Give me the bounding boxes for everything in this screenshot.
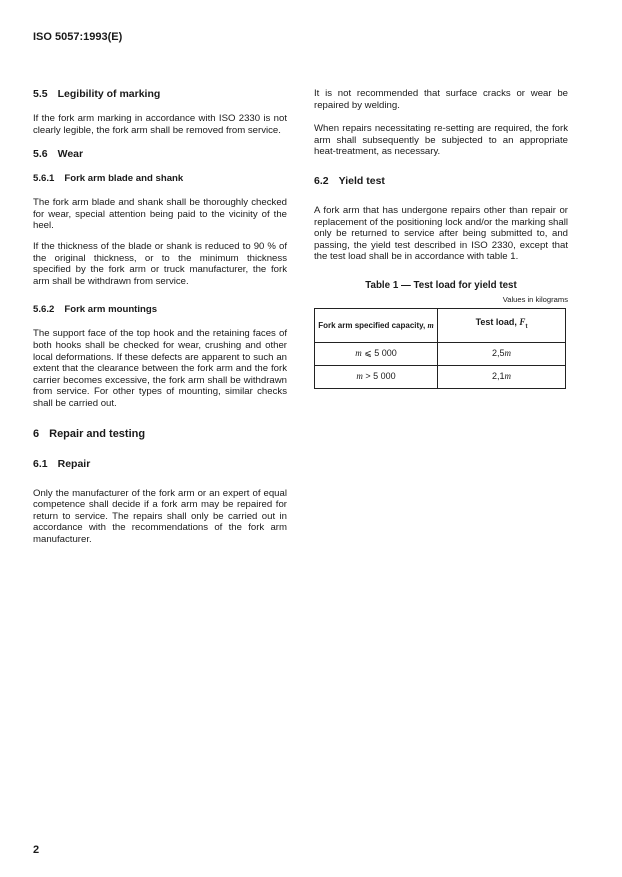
section-number: 6.1 (33, 457, 48, 470)
heading-5-6-1 (33, 173, 287, 185)
section-number: 6.2 (314, 174, 329, 187)
table-header-row (315, 309, 566, 343)
row-condition: > 5 000 (362, 371, 396, 382)
section-title: Fork arm blade and shank (64, 173, 184, 185)
capacity-label: Fork arm specified capacity, (318, 320, 426, 330)
test-load-symbol: F (519, 317, 526, 328)
right-column (314, 88, 568, 389)
section-number: 6 (33, 427, 40, 440)
section-title: Wear (57, 148, 84, 161)
section-number: 5.6.1 (33, 173, 55, 185)
column-header-test-load (438, 309, 566, 343)
section-title: Repair (57, 457, 91, 470)
heading-6-2 (314, 175, 568, 188)
paragraph-5-6-2: The support face of the top hook and the retaining faces of both hooks shall be checked for wear, crushing and other local deformations. If these defects are apparent to such an extent that the clearance between the fork arm and the fork carrier becomes excessive, the fork arm shall be withdrawn from service. For other types of mounting, similar checks shall be carried out. (33, 328, 287, 409)
paragraph-5-6-1-a: The fork arm blade and shank shall be thoroughly checked for wear, special attention being paid to the vicinity of the heel. (33, 197, 287, 232)
paragraph-5-6-1-b: If the thickness of the blade or shank is reduced to 90 % of the original thickness, or to the minimum thickness specified by the fork arm or truck manufacturer, the fork arm shall be withdrawn from service. (33, 240, 287, 287)
left-column (33, 88, 287, 545)
heading-5-6-2 (33, 304, 287, 316)
paragraph-heat-treatment: When repairs necessitating re-setting are required, the fork arm shall subsequently be subjected to an appropriate heat-treatment, as necessary. (314, 123, 568, 158)
row-factor: 2,5 (491, 348, 505, 359)
page-number: 2 (33, 844, 40, 856)
column-header-capacity (315, 309, 438, 343)
section-title: Legibility of marking (57, 88, 161, 100)
heading-6 (33, 427, 287, 441)
section-title: Repair and testing (49, 427, 146, 440)
section-title: Fork arm mountings (64, 304, 158, 316)
capacity-cell (315, 343, 438, 366)
heading-5-6 (33, 148, 287, 161)
table-units: Values in kilograms (502, 294, 568, 304)
row-symbol: m (355, 348, 362, 359)
paragraph-welding: It is not recommended that surface cracks or wear be repaired by welding. (314, 88, 568, 111)
heading-5-5 (33, 88, 287, 101)
row-symbol: m (356, 371, 363, 382)
heading-6-1 (33, 458, 287, 471)
table-row (315, 366, 566, 389)
section-number: 5.5 (33, 88, 48, 100)
test-load-subscript: t (525, 324, 528, 331)
section-title: Yield test (338, 174, 385, 187)
row-condition: ⩽ 5 000 (361, 348, 397, 359)
test-load-table (314, 308, 566, 389)
row-factor: 2,1 (491, 371, 505, 382)
capacity-cell (315, 366, 438, 389)
document-header: ISO 5057:1993(E) (33, 31, 123, 43)
table-row (315, 343, 566, 366)
paragraph-6-2: A fork arm that has undergone repairs other than repair or replacement of the positioning lock and/or the marking shall only be returned to service after being submitted to, and passing, the yield test described in ISO 2330, except that the test load shall be in accordance with table 1. (314, 204, 568, 263)
section-number: 5.6.2 (33, 304, 55, 316)
capacity-symbol: m (427, 320, 434, 330)
row-factor-symbol: m (504, 348, 511, 359)
table-caption: Table 1 — Test load for yield test (365, 279, 517, 291)
test-load-cell (438, 366, 566, 389)
row-factor-symbol: m (504, 371, 511, 382)
section-number: 5.6 (33, 148, 48, 161)
test-load-label: Test load, (475, 317, 517, 328)
paragraph-6-1: Only the manufacturer of the fork arm or an expert of equal competence shall decide if a fork arm may be repaired for return to service. The repairs shall only be carried out in accordance with the recommendations of the fork arm manufacturer. (33, 487, 287, 545)
test-load-cell (438, 343, 566, 366)
paragraph-5-5: If the fork arm marking in accordance with ISO 2330 is not clearly legible, the fork arm shall be removed from service. (33, 113, 287, 136)
